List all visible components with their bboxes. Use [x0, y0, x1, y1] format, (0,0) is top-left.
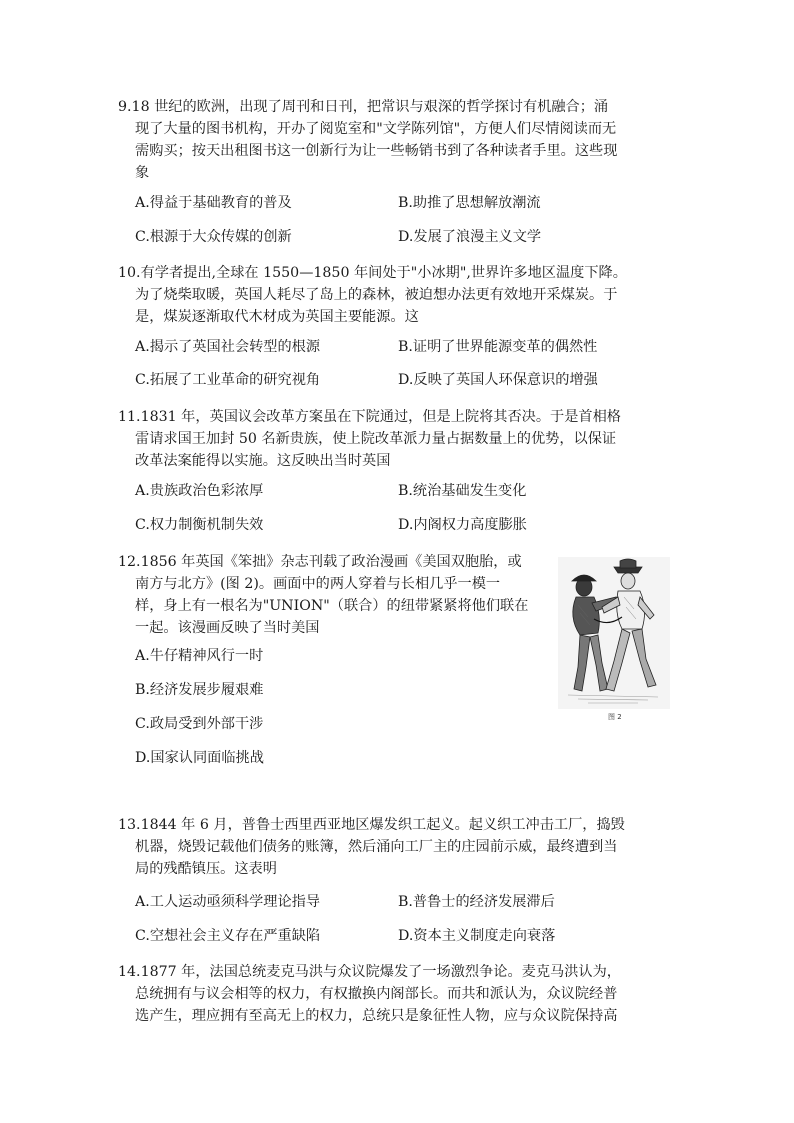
cartoon-illustration	[558, 557, 670, 709]
question-14-line-2: 总统拥有与议会相等的权力，有权撤换内阁部长。而共和派认为，众议院经普	[135, 986, 618, 1002]
q9-option-a: A.得益于基础教育的普及	[135, 195, 292, 211]
question-9-line-2: 现了大量的图书机构，开办了阅览室和"文学陈列馆"，方便人们尽情阅读而无	[135, 121, 617, 137]
question-14	[118, 961, 678, 1027]
q12-option-b: B.经济发展步履艰难	[135, 682, 264, 698]
q10-option-c: C.拓展了工业革命的研究视角	[135, 372, 321, 388]
question-11-line-3: 改革法案能得以实施。这反映出当时英国	[135, 453, 391, 469]
q9-option-d: D.发展了浪漫主义文学	[398, 229, 542, 245]
question-14-line-1: 14.1877 年，法国总统麦克马洪与众议院爆发了一场激烈争论。麦克马洪认为，	[118, 964, 621, 980]
question-10	[118, 262, 678, 328]
question-12	[118, 551, 558, 639]
question-12-line-3: 样，身上有一根名为"UNION"（联合）的纽带紧紧将他们联在	[135, 598, 529, 614]
question-10-line-2: 为了烧柴取暖，英国人耗尽了岛上的森林，被迫想办法更有效地开采煤炭。于	[135, 287, 618, 303]
q10-option-a: A.揭示了英国社会转型的根源	[135, 339, 321, 355]
question-12-line-4: 一起。该漫画反映了当时美国	[135, 620, 320, 636]
q11-option-c: C.权力制衡机制失效	[135, 517, 264, 533]
q13-option-d: D.资本主义制度走向衰落	[398, 928, 556, 944]
question-11	[118, 406, 678, 472]
q13-option-c: C.空想社会主义存在严重缺陷	[135, 928, 321, 944]
q9-option-b: B.助推了思想解放潮流	[398, 195, 541, 211]
question-13	[118, 814, 678, 880]
figure-caption: 图 2	[608, 713, 622, 721]
question-10-line-3: 是，煤炭逐渐取代木材成为英国主要能源。这	[135, 309, 419, 325]
question-14-line-3: 选产生，理应拥有至高无上的权力，总统只是象征性人物，应与众议院保持高	[135, 1008, 618, 1024]
question-9-line-1: 9.18 世纪的欧洲，出现了周刊和日刊，把常识与艰深的哲学探讨有机融合；涌	[118, 99, 609, 115]
q13-option-a: A.工人运动亟须科学理论指导	[135, 894, 321, 910]
question-10-line-1: 10.有学者提出,全球在 1550—1850 年间处于"小冰期",世界许多地区温度下降。	[118, 265, 627, 281]
question-11-line-1: 11.1831 年，英国议会改革方案虽在下院通过，但是上院将其否决。于是首相格	[118, 409, 621, 425]
question-9-line-4: 象	[135, 165, 150, 181]
q11-option-a: A.贵族政治色彩浓厚	[135, 483, 264, 499]
q12-option-c: C.政局受到外部干涉	[135, 716, 264, 732]
q13-option-b: B.普鲁士的经济发展滞后	[398, 894, 555, 910]
q11-option-d: D.内阁权力高度膨胀	[398, 517, 527, 533]
question-9	[118, 96, 678, 184]
q12-option-a: A.牛仔精神风行一时	[135, 648, 264, 664]
q12-option-d: D.国家认同面临挑战	[135, 750, 264, 766]
question-12-line-1: 12.1856 年英国《笨拙》杂志刊载了政治漫画《美国双胞胎，或	[118, 554, 522, 570]
question-11-line-2: 雷请求国王加封 50 名新贵族，使上院改革派力量占据数量上的优势，以保证	[135, 431, 617, 447]
q10-option-b: B.证明了世界能源变革的偶然性	[398, 339, 598, 355]
question-13-line-1: 13.1844 年 6 月，普鲁士西里西亚地区爆发织工起义。起义织工冲击工厂，捣毁	[118, 817, 625, 833]
question-12-line-2: 南方与北方》(图 2)。画面中的两人穿着与长相几乎一模一	[135, 576, 501, 592]
q11-option-b: B.统治基础发生变化	[398, 483, 527, 499]
question-13-line-3: 局的残酷镇压。这表明	[135, 861, 277, 877]
q10-option-d: D.反映了英国人环保意识的增强	[398, 372, 598, 388]
question-13-line-2: 机器，烧毁记载他们债务的账簿，然后涌向工厂主的庄园前示威，最终遭到当	[135, 839, 618, 855]
q9-option-c: C.根源于大众传媒的创新	[135, 229, 292, 245]
question-9-line-3: 需购买；按天出租图书这一创新行为让一些畅销书到了各种读者手里。这些现	[135, 143, 618, 159]
